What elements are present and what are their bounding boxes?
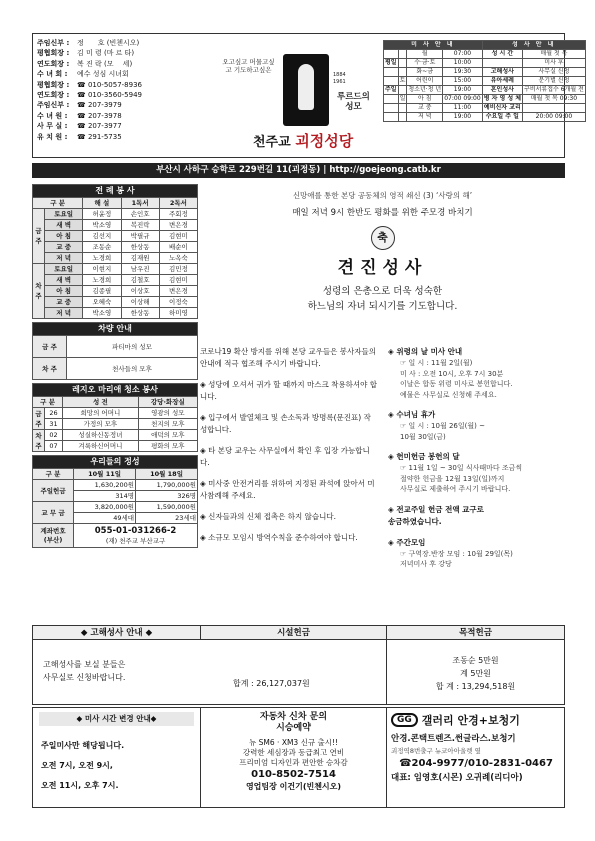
table-cell: 금주: [33, 408, 45, 430]
table-cell: [398, 86, 407, 95]
covid-rule: ◈ 타 본당 교우는 사무실에서 확인 후 입장 가능합니다.: [200, 446, 370, 467]
lourdes-title: 루르드의 성모: [337, 92, 370, 112]
staff-list: [37, 38, 207, 142]
celebration-badge: 축: [371, 226, 395, 250]
car-ad-line-1: 뉴 SM6 · XM3 신규 출시!!: [249, 738, 338, 747]
table-cell: 성실하신동정녀: [63, 430, 139, 441]
blessing-text: [200, 284, 565, 314]
liturgy-table: [32, 184, 198, 319]
offering-table: [32, 455, 198, 548]
table-cell: 천사들의 모후: [67, 358, 198, 380]
cleaning-table: [32, 383, 198, 452]
staff-value: ☎ 207-3979: [77, 101, 122, 110]
confession-header: ◆ 고해성사 안내 ◆: [33, 626, 201, 640]
table-cell: 청소년·청 년: [408, 86, 442, 93]
table-cell: 새 벽: [45, 275, 83, 286]
staff-value: 정 호 (빈첸시오): [77, 39, 140, 47]
table-cell: 10월 18일: [136, 469, 198, 480]
table-cell: [384, 68, 399, 77]
table-row: [33, 209, 198, 220]
table-cell: 계좌번호 (부산): [33, 524, 74, 548]
table-cell: 노옥숙: [159, 253, 197, 264]
center-column: [200, 186, 565, 568]
bottom-section: [32, 625, 565, 705]
staff-row: [37, 59, 207, 69]
table-cell: 김민정: [159, 264, 197, 275]
blessing-line-2: 하느님의 자녀 되시기를 기도합니다.: [307, 301, 458, 312]
table-cell: [482, 59, 522, 68]
table-cell: 23세대: [136, 513, 198, 524]
table-row: [33, 220, 198, 231]
table-cell: 조동순: [83, 242, 121, 253]
years: 1884 1961: [333, 72, 346, 85]
staff-title: 주임신부 :: [37, 39, 70, 47]
optician-address: 괴정역8번출구 뉴코아아울렛 옆: [391, 747, 481, 755]
table-cell: 성 시 간: [482, 50, 522, 59]
table-cell: 배순이: [159, 242, 197, 253]
table-cell: 수요일 주 일: [482, 113, 522, 122]
table-row: [384, 41, 586, 50]
table-cell: [384, 77, 399, 86]
slogan: 오고싶고 머물고싶고 기도하고싶은: [222, 58, 275, 74]
table-cell: 노경희: [83, 275, 121, 286]
parish-notices: [388, 346, 565, 579]
staff-title: 사 무 실 :: [37, 122, 68, 131]
table-cell: 1,630,200원: [74, 480, 136, 491]
staff-value: ☎ 010-5057-8936: [77, 80, 142, 89]
car-ad-title: 자동차 신차 문의 시승예약: [259, 712, 328, 733]
table-cell: 07:00: [443, 50, 483, 59]
table-cell: 1,590,000원: [136, 502, 198, 513]
table-cell: 허윤정: [83, 209, 121, 220]
table-cell: 새 벽: [45, 220, 83, 231]
table-row: [33, 198, 198, 209]
table-cell: 1독서: [121, 198, 159, 209]
car-ad-phone: 010-8502-7514: [251, 769, 336, 780]
table-cell: 한상동: [121, 242, 159, 253]
table-cell: 애덕의 모후: [138, 430, 197, 441]
table-cell: 금 주: [33, 209, 45, 264]
table-cell: 326명: [136, 491, 198, 502]
table-cell: 차 주: [33, 358, 67, 380]
table-cell: 이정숙: [159, 297, 197, 308]
table-cell: 유아세례: [482, 77, 522, 86]
address-bar: 부산시 사하구 승학로 229번길 11(괴정동) | http://goejeong.catb.kr: [32, 163, 565, 178]
table-cell: 금 주: [33, 336, 67, 358]
table-cell: 고해성사: [482, 68, 522, 77]
table-cell: [398, 104, 407, 113]
theme-line: 신망애를 통한 본당 공동체의 영적 쇄신 (3) ‘사랑의 해’: [292, 191, 473, 200]
table-cell: 천지의 모후: [138, 419, 197, 430]
table-cell: 한상동: [121, 308, 159, 319]
table-row: [33, 430, 198, 441]
staff-row: [37, 100, 207, 110]
staff-row: [37, 90, 207, 100]
table-cell: 토: [399, 77, 406, 84]
table-row: [33, 502, 198, 513]
table-cell: 강당·화장실: [138, 397, 197, 408]
table-cell: 저 녁: [45, 253, 83, 264]
staff-value: 예수 성심 시녀회: [77, 70, 129, 79]
table-cell: 복진락: [121, 220, 159, 231]
table-row: [33, 253, 198, 264]
table-cell: [523, 104, 586, 113]
table-cell: 19:30: [443, 68, 483, 77]
table-row: [33, 308, 198, 319]
table-cell: 김재원: [121, 253, 159, 264]
staff-row: [37, 80, 207, 90]
confirmation-title: 견진성사: [337, 258, 428, 278]
table-cell: 변은경: [159, 220, 197, 231]
table-cell: 10월 11일: [74, 469, 136, 480]
purpose-donor: 조동순 5만원: [452, 656, 499, 665]
table-cell: 19:00: [443, 113, 483, 122]
table-cell: 07:00 09:00: [444, 95, 481, 102]
table-cell: 이상해: [121, 297, 159, 308]
notice-heading: ◈ 헌미헌금 봉헌의 달: [388, 452, 460, 461]
table-cell: 김종필: [83, 286, 121, 297]
table-row: [33, 275, 198, 286]
table-cell: 일: [399, 95, 406, 102]
covid-rule: ◈ 입구에서 발열체크 및 손소독과 방명록(문진표) 작성합니다.: [200, 413, 371, 434]
table-cell: 구 분: [33, 469, 74, 480]
table-row: [384, 50, 586, 59]
table-row: [384, 104, 586, 113]
purpose-list: [387, 654, 564, 693]
table-cell: 월: [407, 50, 443, 59]
covid-rule: ◈ 신자들과의 신체 접촉은 하지 않습니다.: [200, 512, 336, 521]
car-ad: [201, 708, 387, 807]
table-cell: 화~금: [407, 68, 443, 77]
table-row: [33, 480, 198, 491]
table-row: [33, 456, 198, 469]
church-title: 괴정성당: [295, 132, 354, 150]
table-cell: [384, 50, 399, 59]
table-cell: 차주: [33, 430, 45, 452]
table-cell: 주일헌금: [33, 480, 74, 502]
table-row: [33, 242, 198, 253]
church-prefix: 천주교: [253, 135, 291, 150]
table-cell: 김선지: [83, 231, 121, 242]
table-cell: 차 주: [33, 264, 45, 319]
table-cell: 파티마의 성모: [67, 336, 198, 358]
table-cell: 오혜숙: [83, 297, 121, 308]
table-cell: 차량 안내: [33, 323, 198, 336]
logo-area: [213, 36, 388, 156]
table-cell: 31: [45, 419, 63, 430]
table-row: [33, 397, 198, 408]
mary-logo: [283, 54, 329, 126]
mass-change-line-2: 오전 7시, 오전 9시,: [41, 761, 113, 770]
account-owner: (재) 천주교 부산교구: [105, 536, 166, 545]
facility-total: 합계 : 26,127,037원: [233, 679, 310, 688]
table-cell: [384, 95, 399, 104]
staff-value: 복 진 락 (모 세): [77, 59, 133, 68]
staff-row: [37, 132, 207, 142]
table-cell: 평화의 모후: [138, 441, 197, 452]
staff-value: ☎ 291-5735: [77, 132, 122, 141]
table-cell: 저 녁: [407, 113, 443, 122]
table-row: [384, 86, 586, 95]
table-cell: 미 사 안 내: [384, 41, 483, 50]
table-cell: [384, 104, 399, 113]
table-cell: 교 중: [407, 104, 443, 113]
table-cell: 김현미: [159, 231, 197, 242]
table-cell: 김현미: [159, 275, 197, 286]
table-cell: 20:00 09:00: [523, 113, 586, 122]
notice-item: [388, 409, 565, 442]
table-row: [33, 358, 198, 380]
table-cell: 구 분: [33, 198, 83, 209]
table-cell: 구비서류접수 6개월 전: [524, 86, 584, 93]
prayer-line: 매일 저녁 9시 한반도 평화를 위한 주모경 바치기: [292, 208, 473, 218]
table-cell: 주일: [385, 86, 397, 93]
table-cell: 평일: [385, 59, 397, 66]
table-cell: 겨룩하신어머니: [63, 441, 139, 452]
table-row: [33, 297, 198, 308]
covid-rule: ◈ 미사중 안전거리를 위하여 지정된 좌석에 앉아서 미사참례해 주세요.: [200, 479, 375, 500]
table-cell: [398, 50, 407, 59]
notice-item: [388, 537, 565, 570]
vehicle-table: [32, 322, 198, 380]
table-cell: 희망의 어머니: [63, 408, 139, 419]
table-cell: 어린이: [407, 77, 443, 86]
church-name: [253, 130, 353, 151]
table-cell: 사무실 신청: [523, 68, 586, 77]
header: [32, 33, 584, 158]
table-cell: 토요일: [45, 209, 83, 220]
table-row: [33, 419, 198, 430]
car-ad-line-3: 프리미엄 디자인과 편안한 승차감: [239, 758, 348, 767]
table-row: [33, 441, 198, 452]
account-number: 055-01-031266-2: [94, 525, 177, 536]
table-cell: 손인호: [121, 209, 159, 220]
staff-value: ☎ 207-3977: [77, 122, 122, 131]
table-row: [33, 323, 198, 336]
table-row: [33, 264, 198, 275]
blessing-line-1: 성령의 은총으로 더욱 성숙한: [322, 286, 443, 297]
table-cell: 314명: [74, 491, 136, 502]
notice-heading: ◈ 위령의 날 미사 안내: [388, 347, 463, 356]
table-cell: [398, 59, 407, 68]
table-row: [33, 231, 198, 242]
table-cell: 영광의 성모: [138, 408, 197, 419]
table-cell: 교 무 금: [33, 502, 74, 524]
footer: [32, 707, 565, 808]
table-cell: 남우진: [121, 264, 159, 275]
staff-title: 평협회장 :: [37, 80, 70, 89]
mass-table: [383, 40, 586, 122]
staff-title: 평협회장 :: [37, 49, 70, 58]
table-cell: 주회정: [159, 209, 197, 220]
table-cell: 15:00: [443, 77, 483, 86]
left-column: [32, 184, 198, 548]
table-cell: 해 설: [83, 198, 121, 209]
notice-item: [388, 346, 565, 400]
car-ad-person: 영업팀장 이건기(빈첸시오): [245, 782, 342, 791]
table-cell: 미사 후: [523, 59, 586, 68]
notice-item: [388, 504, 565, 528]
mass-change-line-3: 오전 11시, 오후 7시.: [41, 781, 119, 790]
table-row: [384, 68, 586, 77]
staff-title: 유 치 원 :: [37, 132, 68, 141]
optician-logo: GG: [391, 713, 418, 727]
purpose-subtotal: 계 5만원: [460, 669, 491, 678]
table-cell: 저 녁: [45, 308, 83, 319]
table-cell: 분기별 신청: [523, 77, 586, 86]
table-row: [33, 185, 198, 198]
table-cell: 전 례 봉 사: [33, 185, 198, 198]
staff-title: 수 녀 회 :: [37, 70, 68, 79]
table-cell: [74, 524, 198, 548]
table-row: [33, 384, 198, 397]
table-row: [33, 336, 198, 358]
table-cell: 박소영: [83, 220, 121, 231]
table-cell: 아 침: [407, 95, 443, 104]
table-cell: 교 중: [45, 242, 83, 253]
confession-text: 고해성사를 보실 분들은 사무실로 신청바랍니다.: [43, 660, 126, 682]
table-row: [33, 286, 198, 297]
car-ad-line-2: 강력한 세심장과 동급최고 연비: [242, 748, 345, 757]
notice-item: [388, 451, 565, 495]
covid-rule: ◈ 성당에 오셔서 귀가 할 때까지 마스크 착용하셔야 합니다.: [200, 380, 377, 401]
covid-rule: ◈ 소규모 모임시 방역수칙을 준수하여야 합니다.: [200, 533, 358, 542]
table-cell: 3,820,000원: [74, 502, 136, 513]
table-cell: 병 자 영 성 체: [483, 95, 522, 102]
table-row: [384, 95, 586, 104]
staff-title: 주임신부 :: [37, 101, 70, 110]
table-cell: [384, 113, 399, 122]
table-row: [384, 113, 586, 122]
table-cell: 김철호: [121, 275, 159, 286]
notice-heading: ◈ 주간모임: [388, 537, 426, 547]
table-cell: 예비신자 교리: [483, 104, 521, 111]
table-row: [384, 77, 586, 86]
optician-items: 안경.콘택트렌즈.썬글라스.보청기: [391, 734, 516, 744]
table-cell: 혼인성사: [482, 86, 522, 95]
staff-title: 연도회장 :: [37, 90, 70, 99]
staff-row: [37, 121, 207, 131]
optician-phone: ☎204-9977/010-2831-0467: [399, 758, 553, 769]
table-cell: 하미영: [159, 308, 197, 319]
staff-row: [37, 111, 207, 121]
notice-detail: ☞ 일 시 : 11월 2일(월) 미 사 : 오전 10시, 오후 7시 30분 이날은 합동 위령 미사로 봉헌합니다. 예물은 사무실로 신청해 주세요.: [400, 359, 513, 399]
table-cell: 07: [45, 441, 63, 452]
table-cell: 매월 첫 목 09:30: [523, 95, 586, 104]
table-cell: 구 분: [33, 397, 63, 408]
staff-title: 연도회장 :: [37, 59, 70, 68]
table-row: [384, 59, 586, 68]
table-cell: 02: [45, 430, 63, 441]
table-cell: [398, 68, 407, 77]
table-cell: 우리들의 정성: [33, 456, 198, 469]
notice-detail: ☞ 11월 1일 ~ 30일 식사때마다 조금씩 절약한 헌금을 12월 13일(일)까지 사무실로 제출하여 주시기 바랍니다.: [400, 464, 523, 493]
table-cell: 수·금·토: [407, 59, 443, 68]
staff-value: 김 미 령 (마 르 타): [77, 49, 135, 58]
table-cell: 교 중: [45, 297, 83, 308]
table-cell: 가정의 모후: [63, 419, 139, 430]
table-cell: 49세대: [74, 513, 136, 524]
table-cell: 1,790,000원: [136, 480, 198, 491]
optician-name: 갤러리 안경+보청기: [421, 714, 520, 727]
purpose-total: 합 계 : 13,294,518원: [435, 682, 516, 691]
table-cell: 성 전: [63, 397, 139, 408]
table-cell: 10:00: [443, 59, 483, 68]
covid-notices: [200, 346, 378, 553]
table-cell: 변은경: [159, 286, 197, 297]
mass-change-line-1: 주일미사만 해당됩니다.: [41, 741, 125, 750]
notice-detail: ☞ 구역장.반장 모임 : 10월 29일(목) 저녁미사 후 강당: [400, 549, 513, 568]
table-cell: 박소영: [83, 308, 121, 319]
mass-change-notice: [33, 708, 201, 807]
covid-intro: 코로나19 확산 방지를 위해 본당 교우들은 봉사자들의 안내에 적극 협조해 주시기 바랍니다.: [200, 347, 376, 368]
staff-row: [37, 38, 207, 48]
staff-row: [37, 48, 207, 58]
mass-change-title: ◆ 미사 시간 변경 안내◆: [39, 712, 194, 726]
table-cell: [398, 113, 407, 122]
staff-title: 수 녀 원 :: [37, 111, 68, 120]
staff-value: ☎ 207-3978: [77, 111, 122, 120]
table-cell: 매월 첫 목: [523, 50, 586, 59]
table-cell: 아 침: [45, 286, 83, 297]
table-cell: 2독서: [159, 198, 197, 209]
table-cell: 아 침: [45, 231, 83, 242]
staff-row: [37, 69, 207, 79]
table-cell: 박필규: [121, 231, 159, 242]
table-cell: 노경희: [83, 253, 121, 264]
notice-heading: ◈ 수녀님 휴가: [388, 410, 436, 419]
table-cell: 19:00: [443, 86, 483, 95]
facility-header: 시설헌금: [201, 626, 387, 640]
table-row: [33, 408, 198, 419]
notice-heading: ◈ 전교주일 헌금 전액 교구로 송금하였습니다.: [388, 504, 484, 526]
table-cell: 26: [45, 408, 63, 419]
optician-ad: [387, 708, 565, 807]
table-cell: 11:00: [443, 104, 483, 113]
table-cell: 토요일: [45, 264, 83, 275]
table-row: [33, 524, 198, 548]
notice-detail: ☞ 일 시 : 10월 26일(월) ~ 10월 30일(금): [400, 422, 485, 441]
table-cell: 레지오 마리애 청소 봉사: [33, 384, 198, 397]
table-cell: 이상호: [121, 286, 159, 297]
purpose-header: 목적헌금: [387, 626, 564, 640]
table-cell: 성 사 안 내: [482, 41, 585, 50]
staff-value: ☎ 010-3560-5949: [77, 90, 142, 99]
optician-owner: 대표: 임영호(시몬) 오귀례(리디아): [391, 773, 523, 783]
table-cell: 이현지: [83, 264, 121, 275]
table-row: [33, 469, 198, 480]
